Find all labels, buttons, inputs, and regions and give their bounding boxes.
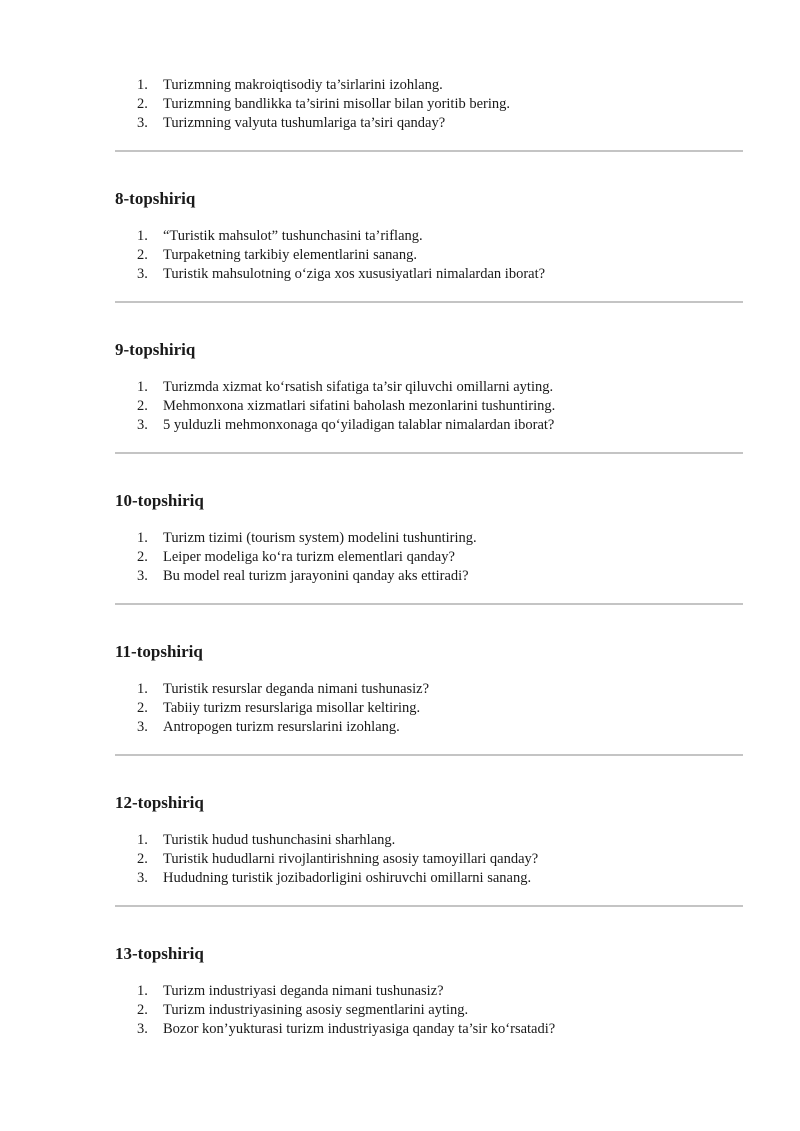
question-list [115, 76, 743, 133]
list-item [115, 397, 743, 416]
item-number: 1. [137, 77, 148, 93]
item-number: 1. [137, 379, 148, 395]
list-item [115, 246, 743, 265]
item-number: 2. [137, 549, 148, 565]
item-text: Mehmonxona xizmatlari sifatini baholash mezonlarini tushuntiring. [163, 398, 556, 414]
item-text: Turizmda xizmat ko‘rsatish sifatiga ta’sir qiluvchi omillarni ayting. [163, 379, 554, 395]
item-number: 2. [137, 398, 148, 414]
list-item [115, 416, 743, 435]
list-item [115, 982, 743, 1001]
item-number: 1. [137, 681, 148, 697]
question-list [115, 680, 743, 737]
item-text: Leiper modeliga ko‘ra turizm elementlari qanday? [163, 549, 455, 565]
item-text: Turistik hudud tushunchasini sharhlang. [163, 832, 396, 848]
list-item [115, 831, 743, 850]
question-list [115, 378, 743, 435]
section-13 [115, 944, 743, 1039]
section-heading: 12-topshiriq [115, 793, 204, 812]
divider [115, 301, 743, 303]
question-list [115, 227, 743, 284]
item-number: 3. [137, 719, 148, 735]
list-item [115, 114, 743, 133]
list-item [115, 680, 743, 699]
item-text: Turizmning valyuta tushumlariga ta’siri qanday? [163, 115, 446, 131]
item-number: 2. [137, 247, 148, 263]
item-text: Turizmning bandlikka ta’sirini misollar bilan yoritib bering. [163, 96, 511, 112]
section-7-continued [115, 76, 743, 133]
list-item [115, 567, 743, 586]
list-item [115, 378, 743, 397]
item-text: 5 yulduzli mehmonxonaga qo‘yiladigan talablar nimalardan iborat? [163, 417, 555, 433]
divider [115, 603, 743, 605]
section-heading: 9-topshiriq [115, 340, 196, 359]
item-text: Turizm industriyasining asosiy segmentlarini ayting. [163, 1002, 469, 1018]
list-item [115, 548, 743, 567]
list-item [115, 699, 743, 718]
question-list [115, 982, 743, 1039]
section-10 [115, 491, 743, 586]
list-item [115, 869, 743, 888]
section-heading: 8-topshiriq [115, 189, 196, 208]
item-text: Turistik resurslar deganda nimani tushunasiz? [163, 681, 430, 697]
item-text: Turistik mahsulotning o‘ziga xos xususiyatlari nimalardan iborat? [163, 266, 546, 282]
section-8 [115, 189, 743, 284]
item-number: 1. [137, 832, 148, 848]
item-number: 3. [137, 266, 148, 282]
section-heading: 13-topshiriq [115, 944, 204, 963]
item-number: 1. [137, 983, 148, 999]
list-item [115, 227, 743, 246]
item-text: Turizm industriyasi deganda nimani tushunasiz? [163, 983, 444, 999]
item-number: 2. [137, 96, 148, 112]
item-text: Antropogen turizm resurslarini izohlang. [163, 719, 400, 735]
item-text: Turistik hududlarni rivojlantirishning asosiy tamoyillari qanday? [163, 851, 539, 867]
item-text: Hududning turistik jozibadorligini oshiruvchi omillarni sanang. [163, 870, 532, 886]
section-9 [115, 340, 743, 435]
item-number: 3. [137, 115, 148, 131]
item-number: 1. [137, 228, 148, 244]
list-item [115, 1020, 743, 1039]
item-text: Tabiiy turizm resurslariga misollar keltiring. [163, 700, 421, 716]
item-text: Bozor kon’yukturasi turizm industriyasiga qanday ta’sir ko‘rsatadi? [163, 1021, 556, 1037]
item-text: Bu model real turizm jarayonini qanday aks ettiradi? [163, 568, 469, 584]
section-heading: 10-topshiriq [115, 491, 204, 510]
list-item [115, 850, 743, 869]
question-list [115, 529, 743, 586]
list-item [115, 718, 743, 737]
list-item [115, 95, 743, 114]
item-number: 3. [137, 870, 148, 886]
divider [115, 452, 743, 454]
item-number: 2. [137, 1002, 148, 1018]
item-text: “Turistik mahsulot” tushunchasini ta’riflang. [163, 228, 423, 244]
item-text: Turizm tizimi (tourism system) modelini tushuntiring. [163, 530, 477, 546]
item-text: Turizmning makroiqtisodiy ta’sirlarini izohlang. [163, 77, 443, 93]
item-number: 3. [137, 1021, 148, 1037]
item-number: 2. [137, 700, 148, 716]
list-item [115, 1001, 743, 1020]
item-number: 3. [137, 417, 148, 433]
item-number: 1. [137, 530, 148, 546]
divider [115, 150, 743, 152]
item-number: 2. [137, 851, 148, 867]
item-number: 3. [137, 568, 148, 584]
list-item [115, 265, 743, 284]
item-text: Turpaketning tarkibiy elementlarini sanang. [163, 247, 417, 263]
list-item [115, 529, 743, 548]
section-12 [115, 793, 743, 888]
section-heading: 11-topshiriq [115, 642, 203, 661]
question-list [115, 831, 743, 888]
section-11 [115, 642, 743, 737]
list-item [115, 76, 743, 95]
divider [115, 905, 743, 907]
divider [115, 754, 743, 756]
